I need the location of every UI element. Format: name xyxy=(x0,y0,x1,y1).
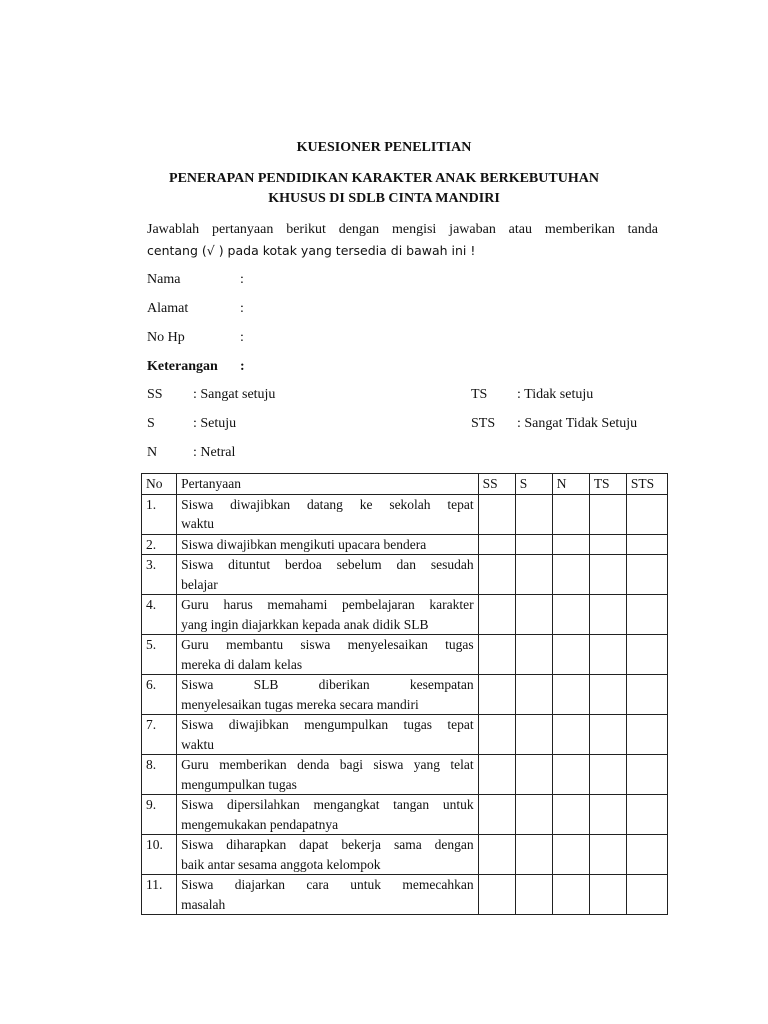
question-line1: Siswa diwajibkan datang ke sekolah tepat xyxy=(181,496,474,512)
answer-box-ts[interactable] xyxy=(589,875,626,915)
table-row xyxy=(142,534,668,555)
row-number: 10. xyxy=(142,835,177,875)
answer-box-s[interactable] xyxy=(515,795,552,835)
header-ts: TS xyxy=(589,474,626,495)
row-number: 7. xyxy=(142,715,177,755)
legend-desc: : Sangat setuju xyxy=(193,387,276,402)
keterangan-heading xyxy=(147,358,245,376)
answer-box-sts[interactable] xyxy=(626,534,667,555)
question-text xyxy=(177,755,479,795)
answer-box-ts[interactable] xyxy=(589,534,626,555)
question-line1: Guru membantu siswa menyelesaikan tugas xyxy=(181,637,474,652)
keterangan-label: Keterangan xyxy=(147,359,218,374)
answer-box-sts[interactable] xyxy=(626,494,667,534)
instruction-text xyxy=(147,219,658,261)
row-number: 1. xyxy=(142,494,177,534)
question-line1: Siswa diharapkan dapat bekerja sama dengan xyxy=(181,837,474,852)
table-row xyxy=(142,715,668,755)
question-text xyxy=(177,675,479,715)
legend-desc: : Sangat Tidak Setuju xyxy=(517,416,638,431)
answer-box-s[interactable] xyxy=(515,675,552,715)
document-subtitle-line2: KHUSUS DI SDLB CINTA MANDIRI xyxy=(268,191,500,206)
row-number: 5. xyxy=(142,635,177,675)
question-line1: Siswa SLB diberikan kesempatan xyxy=(181,677,474,692)
answer-box-ss[interactable] xyxy=(478,595,515,635)
table-header-row xyxy=(142,474,668,495)
answer-box-sts[interactable] xyxy=(626,635,667,675)
question-text xyxy=(177,494,479,534)
answer-box-ss[interactable] xyxy=(478,755,515,795)
answer-box-sts[interactable] xyxy=(626,795,667,835)
table-row xyxy=(142,595,668,635)
legend-code: N xyxy=(147,445,158,460)
instruction-line1: Jawablah pertanyaan berikut dengan mengisi jawaban atau memberikan tanda xyxy=(147,222,658,237)
answer-box-n[interactable] xyxy=(552,635,589,675)
question-line2: baik antar sesama anggota kelompok xyxy=(181,856,381,872)
header-sts: STS xyxy=(626,474,667,495)
instruction-line2: centang (√ ) pada kotak yang tersedia di bawah ini ! xyxy=(147,243,476,258)
answer-box-n[interactable] xyxy=(552,494,589,534)
table-row xyxy=(142,795,668,835)
question-line1: Siswa diwajibkan mengikuti upacara bendera xyxy=(181,536,427,552)
answer-box-ts[interactable] xyxy=(589,635,626,675)
answer-box-ss[interactable] xyxy=(478,675,515,715)
question-line2: waktu xyxy=(181,736,215,752)
answer-box-n[interactable] xyxy=(552,595,589,635)
row-number: 11. xyxy=(142,875,177,915)
question-line1: Siswa diajarkan cara untuk memecahkan xyxy=(181,877,474,892)
row-number: 9. xyxy=(142,795,177,835)
question-line1: Siswa diwajibkan mengumpulkan tugas tepat xyxy=(181,717,474,732)
answer-box-ss[interactable] xyxy=(478,555,515,595)
answer-box-ss[interactable] xyxy=(478,635,515,675)
legend-ts xyxy=(471,386,593,404)
question-line2: mengemukakan pendapatnya xyxy=(181,816,339,832)
answer-box-n[interactable] xyxy=(552,715,589,755)
question-line1: Guru memberikan denda bagi siswa yang telat xyxy=(181,757,474,772)
question-line2: menyelesaikan tugas mereka secara mandiri xyxy=(181,696,419,712)
question-text xyxy=(177,555,479,595)
question-line2: mereka di dalam kelas xyxy=(181,656,303,672)
field-nama[interactable] xyxy=(147,271,244,289)
answer-box-n[interactable] xyxy=(552,795,589,835)
answer-box-n[interactable] xyxy=(552,755,589,795)
answer-box-s[interactable] xyxy=(515,715,552,755)
question-line2: masalah xyxy=(181,896,226,912)
header-no: No xyxy=(142,474,177,495)
answer-box-ts[interactable] xyxy=(589,675,626,715)
answer-box-n[interactable] xyxy=(552,675,589,715)
answer-box-sts[interactable] xyxy=(626,755,667,795)
answer-box-s[interactable] xyxy=(515,555,552,595)
header-n: N xyxy=(552,474,589,495)
row-number: 2. xyxy=(142,534,177,555)
answer-box-sts[interactable] xyxy=(626,875,667,915)
header-pertanyaan: Pertanyaan xyxy=(177,474,479,495)
answer-box-sts[interactable] xyxy=(626,595,667,635)
legend-code: SS xyxy=(147,387,163,402)
answer-box-s[interactable] xyxy=(515,595,552,635)
table-row xyxy=(142,755,668,795)
legend-ss xyxy=(147,386,275,404)
legend-desc: : Netral xyxy=(193,445,236,460)
question-text xyxy=(177,635,479,675)
answer-box-n[interactable] xyxy=(552,555,589,595)
document-subtitle-line1: PENERAPAN PENDIDIKAN KARAKTER ANAK BERKEBUTUHAN xyxy=(169,171,599,186)
answer-box-sts[interactable] xyxy=(626,835,667,875)
row-number: 6. xyxy=(142,675,177,715)
question-text xyxy=(177,795,479,835)
field-label: Nama xyxy=(147,272,181,287)
table-row xyxy=(142,875,668,915)
field-alamat[interactable] xyxy=(147,300,244,318)
legend-n xyxy=(147,444,235,462)
question-line2: belajar xyxy=(181,576,218,592)
question-line1: Siswa dipersilahkan mengangkat tangan untuk xyxy=(181,797,474,812)
legend-desc: : Tidak setuju xyxy=(517,387,594,402)
answer-box-s[interactable] xyxy=(515,534,552,555)
answer-box-ts[interactable] xyxy=(589,795,626,835)
field-separator: : xyxy=(240,301,244,316)
question-line1: Guru harus memahami pembelajaran karakter xyxy=(181,597,474,612)
field-separator: : xyxy=(240,330,244,345)
table-row xyxy=(142,555,668,595)
question-line2: yang ingin diajarkkan kepada anak didik SLB xyxy=(181,616,429,632)
answer-box-ts[interactable] xyxy=(589,595,626,635)
keterangan-separator: : xyxy=(240,359,245,374)
field-separator: : xyxy=(240,272,244,287)
question-line2: mengumpulkan tugas xyxy=(181,776,297,792)
answer-box-sts[interactable] xyxy=(626,675,667,715)
answer-box-ts[interactable] xyxy=(589,835,626,875)
field-label: No Hp xyxy=(147,330,185,345)
field-label: Alamat xyxy=(147,301,189,316)
answer-box-s[interactable] xyxy=(515,635,552,675)
question-text xyxy=(177,534,479,555)
question-line1: Siswa dituntut berdoa sebelum dan sesudah xyxy=(181,557,474,572)
answer-box-ss[interactable] xyxy=(478,835,515,875)
answer-box-s[interactable] xyxy=(515,875,552,915)
answer-box-ss[interactable] xyxy=(478,534,515,555)
answer-box-s[interactable] xyxy=(515,755,552,795)
header-ss: SS xyxy=(478,474,515,495)
answer-box-ts[interactable] xyxy=(589,715,626,755)
answer-box-ts[interactable] xyxy=(589,555,626,595)
answer-box-n[interactable] xyxy=(552,534,589,555)
answer-box-ts[interactable] xyxy=(589,494,626,534)
table-row xyxy=(142,494,668,534)
question-line2: waktu xyxy=(181,516,215,531)
legend-code: TS xyxy=(471,387,488,402)
question-text xyxy=(177,835,479,875)
answer-box-sts[interactable] xyxy=(626,715,667,755)
answer-box-ts[interactable] xyxy=(589,755,626,795)
legend-desc: : Setuju xyxy=(193,416,237,431)
question-text xyxy=(177,595,479,635)
row-number: 8. xyxy=(142,755,177,795)
legend-code: STS xyxy=(471,416,496,431)
question-text xyxy=(177,875,479,915)
answer-box-ss[interactable] xyxy=(478,875,515,915)
answer-box-ss[interactable] xyxy=(478,795,515,835)
questionnaire-table xyxy=(141,473,668,915)
document-title: KUESIONER PENELITIAN xyxy=(296,140,472,155)
header-s: S xyxy=(515,474,552,495)
row-number: 3. xyxy=(142,555,177,595)
answer-box-sts[interactable] xyxy=(626,555,667,595)
answer-box-n[interactable] xyxy=(552,875,589,915)
legend-s xyxy=(147,415,236,433)
answer-box-s[interactable] xyxy=(515,835,552,875)
legend-code: S xyxy=(147,416,155,431)
answer-box-n[interactable] xyxy=(552,835,589,875)
question-text xyxy=(177,715,479,755)
table-row xyxy=(142,675,668,715)
answer-box-ss[interactable] xyxy=(478,494,515,534)
answer-box-s[interactable] xyxy=(515,494,552,534)
table-row xyxy=(142,835,668,875)
row-number: 4. xyxy=(142,595,177,635)
answer-box-ss[interactable] xyxy=(478,715,515,755)
legend-sts xyxy=(471,415,637,433)
table-row xyxy=(142,635,668,675)
field-no-hp[interactable] xyxy=(147,329,244,347)
